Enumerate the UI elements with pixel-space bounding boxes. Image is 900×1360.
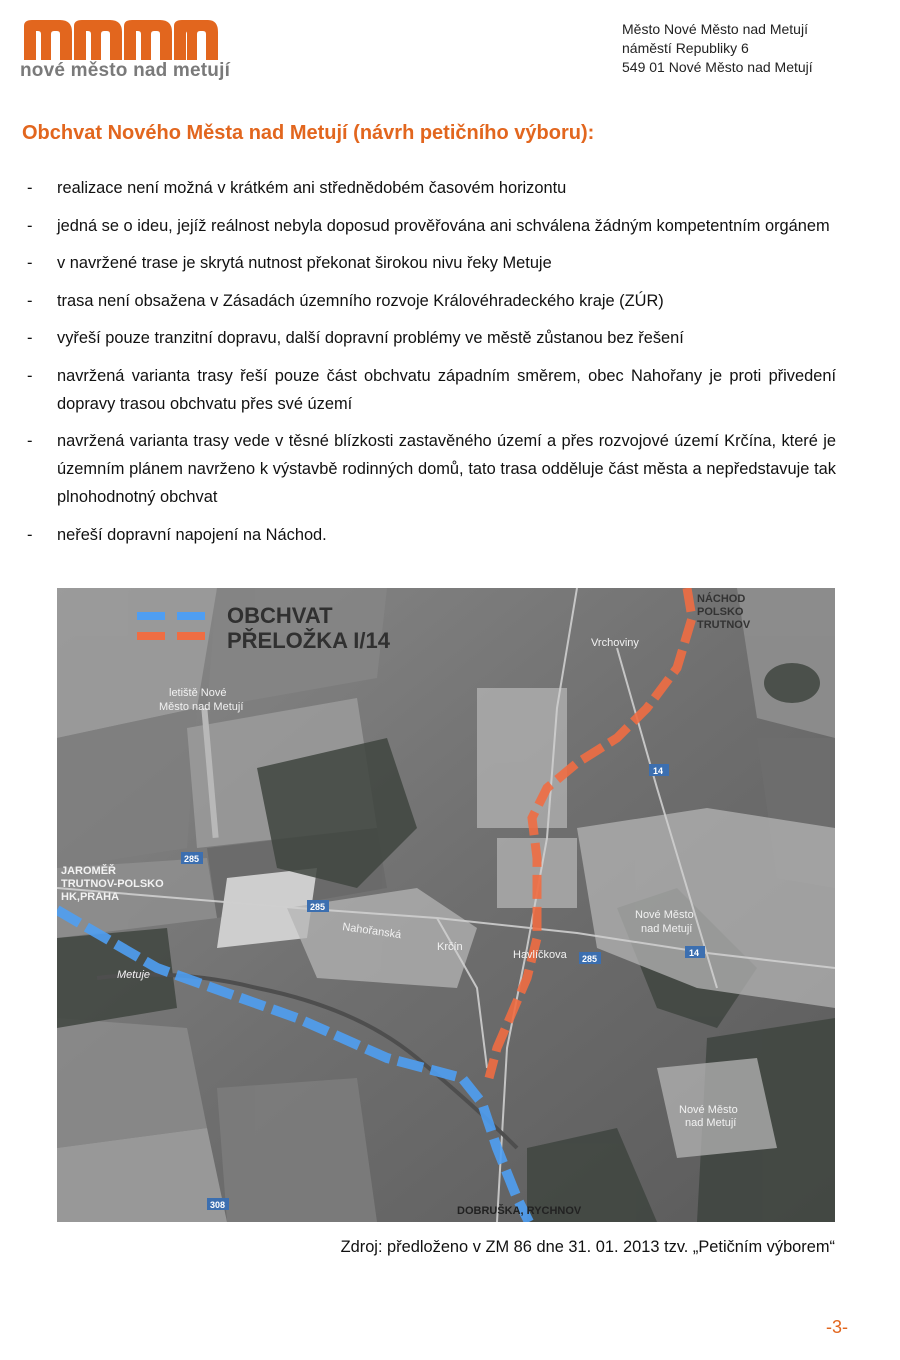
- bullet-dash: -: [27, 254, 33, 272]
- map-label: nad Metují: [641, 923, 693, 935]
- list-item-text: neřeší dopravní napojení na Náchod.: [57, 525, 327, 544]
- map-label: Vrchoviny: [591, 637, 639, 649]
- map-label: Metuje: [117, 969, 151, 981]
- logo: [20, 18, 250, 82]
- map-label: nad Metují: [685, 1117, 737, 1129]
- map-label: Krčín: [437, 941, 463, 953]
- logo-text: nové město nad metují: [20, 60, 231, 81]
- map-label: Nahořanská: [341, 921, 403, 942]
- address-block: [622, 20, 813, 77]
- map-label: DOBRUŠKA, RYCHNOV: [457, 1205, 582, 1217]
- map-label: POLSKO: [697, 606, 744, 618]
- list-item: [22, 212, 836, 240]
- map-label: Nové Město: [635, 909, 694, 921]
- list-item: [22, 427, 836, 511]
- list-item-text: jedná se o ideu, jejíž reálnost nebyla doposud prověřována ani schválena žádným kompetentním orgánem: [57, 216, 830, 235]
- road-number: 14: [689, 948, 700, 958]
- source-caption: Zdroj: předloženo v ZM 86 dne 31. 01. 2013 tzv. „Petičním výborem“: [340, 1238, 835, 1256]
- bullet-dash: -: [27, 329, 33, 347]
- page-number: -3-: [826, 1317, 848, 1337]
- list-item-text: v navržené trase je skrytá nutnost překonat širokou nivu řeky Metuje: [57, 254, 552, 272]
- bullet-dash: -: [27, 291, 33, 310]
- map-label: Nové Město: [679, 1104, 738, 1116]
- logo-mark-icon: [20, 18, 220, 60]
- legend-obchvat: OBCHVAT: [227, 603, 333, 628]
- route-map: [57, 588, 835, 1222]
- list-item: [22, 174, 836, 202]
- list-item-text: navržená varianta trasy řeší pouze část obchvatu západním směrem, obec Nahořany je proti přivedení dopravy trasou obchvatu přes své území: [57, 366, 836, 413]
- road-number: 285: [582, 954, 598, 964]
- bullet-dash: -: [27, 366, 33, 385]
- page-heading: Obchvat Nového Města nad Metují (návrh petičního výboru):: [22, 122, 595, 144]
- road-number: 285: [184, 854, 200, 864]
- road-number: 14: [653, 766, 664, 776]
- address-line: 549 01 Nové Město nad Metují: [622, 59, 813, 75]
- list-item: [22, 521, 836, 549]
- list-item-text: navržená varianta trasy vede v těsné blízkosti zastavěného území a přes rozvojové území Krčína, které je územním plánem navrženo k výstavbě rodinných domů, tato trasa odděluje část města a nepředstavuje tak plnohodnotný obchvat: [57, 432, 836, 506]
- address-line: Město Nové Město nad Metují: [622, 21, 808, 37]
- list-item-text: realizace není možná v krátkém ani střednědobém časovém horizontu: [57, 179, 567, 197]
- map-label: NÁCHOD: [697, 593, 746, 605]
- list-item-text: trasa není obsažena v Zásadách územního rozvoje Královéhradeckého kraje (ZÚR): [57, 291, 664, 310]
- legend-prelozka: PŘELOŽKA I/14: [227, 628, 390, 653]
- bullet-dash: -: [27, 525, 33, 544]
- address-line: náměstí Republiky 6: [622, 40, 749, 56]
- map-label: JAROMĚŘ: [61, 865, 117, 877]
- road-number: 308: [210, 1200, 226, 1210]
- list-item-text: vyřeší pouze tranzitní dopravu, další dopravní problémy ve městě zůstanou bez řešení: [57, 329, 684, 347]
- map-image: [57, 588, 835, 1222]
- map-label: Město nad Metují: [159, 701, 244, 713]
- road-number: 285: [310, 902, 326, 912]
- map-label: Havlíčkova: [513, 949, 567, 961]
- bullet-dash: -: [27, 432, 33, 450]
- map-label: TRUTNOV: [697, 619, 751, 631]
- list-item: [22, 324, 836, 352]
- list-item: [22, 287, 836, 315]
- map-label: letiště Nové: [169, 687, 227, 699]
- map-label: HK,PRAHA: [61, 891, 120, 903]
- bullet-list: [22, 174, 836, 558]
- map-label: TRUTNOV-POLSKO: [61, 878, 164, 890]
- bullet-dash: -: [27, 179, 33, 197]
- bullet-dash: -: [27, 216, 33, 235]
- list-item: [22, 362, 836, 418]
- list-item: [22, 249, 836, 277]
